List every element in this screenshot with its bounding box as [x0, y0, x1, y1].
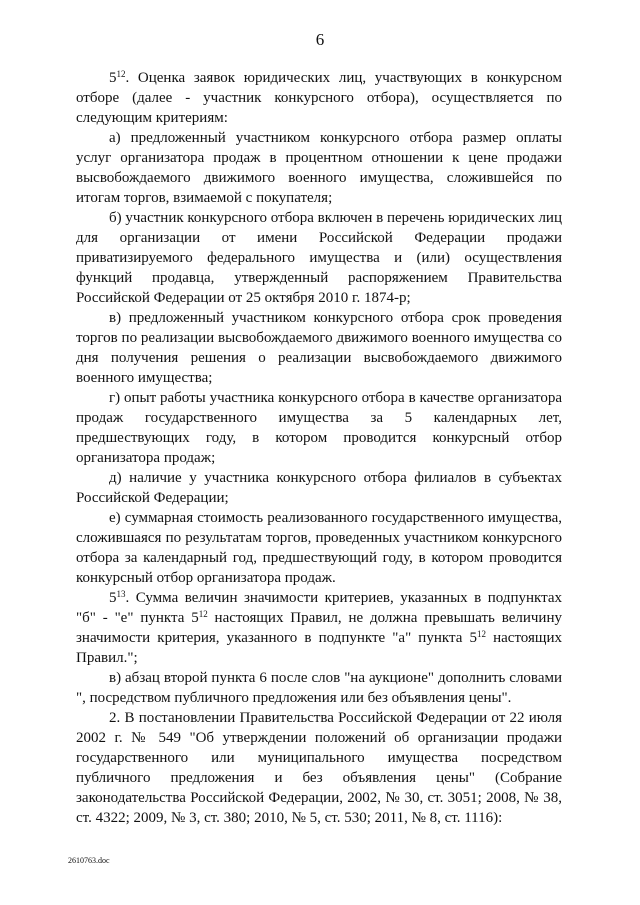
paragraph [76, 208, 562, 308]
paragraph-text: . Сумма величин значимости критериев, указанных в подпунктах "б" - "е" пункта 5 [76, 590, 562, 626]
superscript: 12 [476, 629, 486, 640]
paragraph-text: настоящих Правил, не должна превышать величину значимости критерия, указанного в подпункте "а" пункта 5 [76, 610, 562, 646]
paragraph-text: б) участник конкурсного отбора включен в перечень юридических лиц для организации от имени Российской Федерации продажи приватизируемого федерального имущества и (или) осуществления функций продавца, утвержденный распоряжением Правительства Российской Федерации от 25 октября 2010 г. 1874-р; [76, 210, 562, 306]
paragraph [76, 508, 562, 588]
paragraph-text: 2. В постановлении Правительства Российской Федерации от 22 июля 2002 г. № 549 "Об утверждении положений об организации продажи государственного или муниципального имущества посредством публичного предложения и без объявления цены" (Собрание законодательства Российской Федерации, 2002, № 30, ст. 3051; 2008, № 38, ст. 4322; 2009, № 3, ст. 380; 2010, № 5, ст. 530; 2011, № 8, ст. 1116): [76, 710, 562, 826]
paragraph [76, 68, 562, 128]
superscript: 12 [198, 609, 208, 620]
paragraph-text: е) суммарная стоимость реализованного государственного имущества, сложившаяся по результатам торгов, проведенных участником конкурсного отбора за календарный год, предшествующий году, в котором проводится конкурсный отбор организатора продаж. [76, 510, 562, 586]
paragraph-text: . Оценка заявок юридических лиц, участвующих в конкурсном отборе (далее - участник конкурсного отбора), осуществляется по следующим критериям: [76, 70, 562, 126]
paragraph [76, 588, 562, 668]
paragraph [76, 468, 562, 508]
page-number: 6 [315, 30, 325, 49]
paragraph-text: 5 [109, 70, 117, 86]
paragraph-text: г) опыт работы участника конкурсного отбора в качестве организатора продаж государственного имущества за 5 календарных лет, предшествующих году, в котором проводится конкурсный отбор организатора продаж; [76, 390, 562, 466]
paragraph [76, 128, 562, 208]
paragraph-text: д) наличие у участника конкурсного отбора филиалов в субъектах Российской Федерации; [76, 470, 562, 506]
superscript: 12 [116, 69, 126, 80]
paragraph-text: а) предложенный участником конкурсного отбора размер оплаты услуг организатора продаж в процентном отношении к цене продажи высвобождаемого движимого военного имущества, сложившейся по итогам торгов, взимаемой с покупателя; [76, 130, 562, 206]
paragraph-text: в) предложенный участником конкурсного отбора срок проведения торгов по реализации высвобождаемого движимого военного имущества со дня получения решения о реализации высвобождаемого движимого военного имущества; [76, 310, 562, 386]
paragraph [76, 708, 562, 828]
footer-file-code: 2610763.doc [68, 856, 110, 865]
paragraph-text: 5 [109, 590, 117, 606]
paragraph [76, 388, 562, 468]
paragraph [76, 308, 562, 388]
paragraph [76, 668, 562, 708]
paragraph-text: настоящих Правил."; [76, 630, 562, 666]
superscript: 13 [116, 589, 126, 600]
document-body [76, 68, 562, 828]
paragraph-text: в) абзац второй пункта 6 после слов "на аукционе" дополнить словами ", посредством публичного предложения или без объявления цены". [76, 670, 562, 706]
